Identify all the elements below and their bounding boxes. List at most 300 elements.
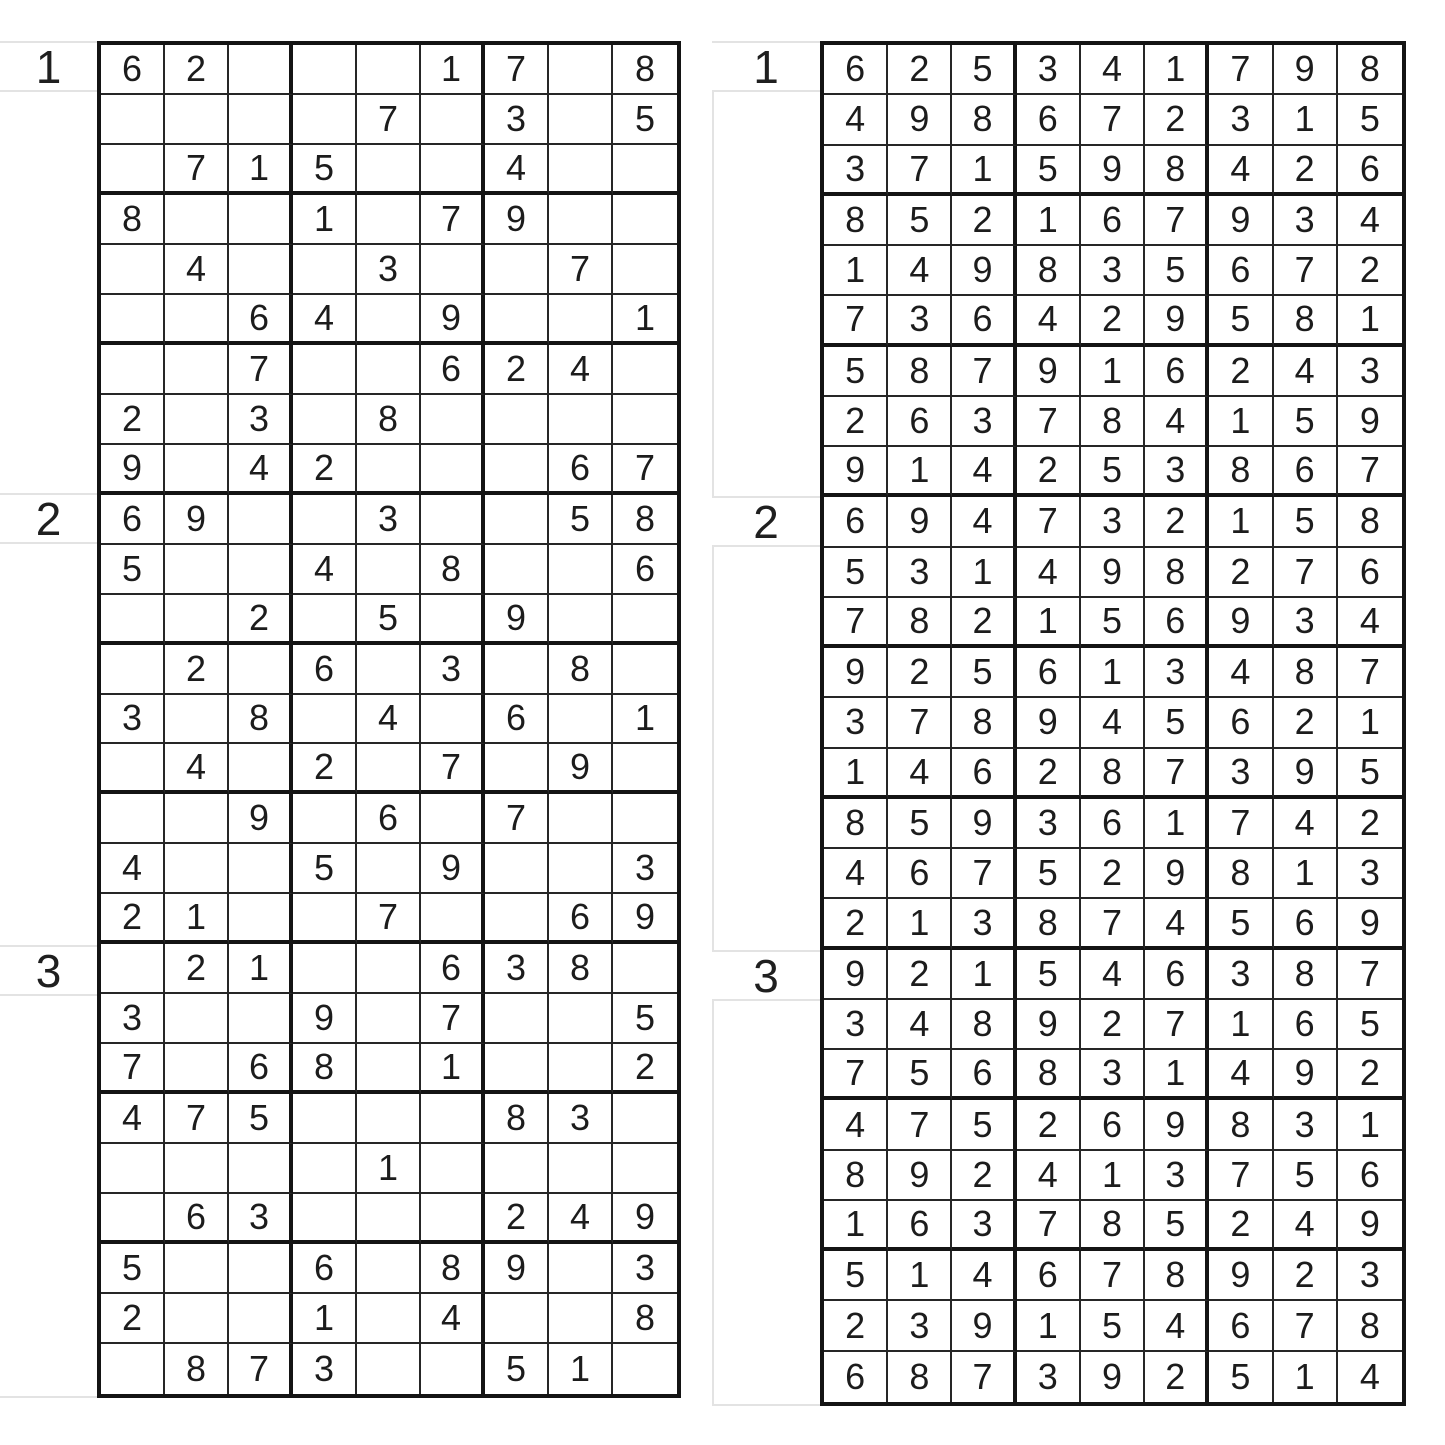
- sudoku-cell-given: 3: [229, 1194, 293, 1244]
- sudoku-cell-given: 6: [421, 944, 485, 994]
- sudoku-cell-given: 9: [101, 445, 165, 495]
- sudoku-cell-empty[interactable]: [549, 1294, 613, 1344]
- sudoku-cell-given: 3: [1274, 196, 1338, 246]
- sudoku-cell-empty[interactable]: [613, 345, 677, 395]
- sudoku-cell-empty[interactable]: [485, 994, 549, 1044]
- sudoku-cell-empty[interactable]: [293, 595, 357, 645]
- sudoku-cell-empty[interactable]: [293, 45, 357, 95]
- sudoku-cell-given: 5: [888, 196, 952, 246]
- sudoku-cell-given: 6: [1081, 799, 1145, 849]
- sudoku-cell-empty[interactable]: [357, 1244, 421, 1294]
- sudoku-cell-empty[interactable]: [421, 1094, 485, 1144]
- sudoku-cell-given: 2: [1081, 296, 1145, 346]
- sudoku-cell-given: 4: [1017, 296, 1081, 346]
- sudoku-cell-given: 4: [1081, 45, 1145, 95]
- sudoku-cell-empty[interactable]: [485, 744, 549, 794]
- sudoku-cell-given: 6: [293, 645, 357, 695]
- sudoku-cell-empty[interactable]: [357, 1294, 421, 1344]
- sudoku-cell-empty[interactable]: [549, 45, 613, 95]
- puzzle-label-column: [0, 41, 97, 1398]
- sudoku-cell-given: 7: [357, 894, 421, 944]
- sudoku-cell-empty[interactable]: [485, 1294, 549, 1344]
- sudoku-cell-given: 7: [165, 1094, 229, 1144]
- sudoku-cell-empty[interactable]: [357, 45, 421, 95]
- sudoku-cell-empty[interactable]: [101, 1194, 165, 1244]
- sudoku-cell-given: 3: [357, 245, 421, 295]
- sudoku-cell-empty[interactable]: [613, 1144, 677, 1194]
- sudoku-cell-given: 1: [1081, 648, 1145, 698]
- sudoku-cell-empty[interactable]: [613, 245, 677, 295]
- sudoku-cell-given: 5: [1081, 447, 1145, 497]
- sudoku-cell-empty[interactable]: [549, 1244, 613, 1294]
- sudoku-cell-given: 5: [1338, 1000, 1402, 1050]
- sudoku-cell-empty[interactable]: [613, 1094, 677, 1144]
- sudoku-cell-given: 7: [165, 145, 229, 195]
- sudoku-cell-given: 5: [1017, 950, 1081, 1000]
- sudoku-cell-empty[interactable]: [421, 395, 485, 445]
- sudoku-cell-empty[interactable]: [101, 794, 165, 844]
- sudoku-cell-given: 9: [1081, 146, 1145, 196]
- sudoku-cell-given: 2: [1017, 1100, 1081, 1150]
- sudoku-cell-given: 2: [888, 45, 952, 95]
- sudoku-cell-given: 2: [1145, 497, 1209, 547]
- sudoku-cell-given: 7: [1209, 799, 1273, 849]
- sudoku-cell-empty[interactable]: [357, 1194, 421, 1244]
- sudoku-cell-empty[interactable]: [485, 245, 549, 295]
- sudoku-cell-given: 1: [421, 45, 485, 95]
- sudoku-cell-empty[interactable]: [485, 844, 549, 894]
- sudoku-cell-empty[interactable]: [229, 1244, 293, 1294]
- sudoku-cell-empty[interactable]: [549, 695, 613, 745]
- sudoku-cell-given: 4: [952, 497, 1016, 547]
- sudoku-cell-given: 1: [1017, 598, 1081, 648]
- sudoku-cell-empty[interactable]: [165, 1294, 229, 1344]
- sudoku-cell-given: 8: [549, 645, 613, 695]
- sudoku-cell-given: 2: [1274, 698, 1338, 748]
- sudoku-cell-empty[interactable]: [549, 1044, 613, 1094]
- sudoku-cell-empty[interactable]: [293, 95, 357, 145]
- sudoku-cell-empty[interactable]: [613, 944, 677, 994]
- sudoku-cell-given: 8: [952, 698, 1016, 748]
- sudoku-cell-empty[interactable]: [229, 744, 293, 794]
- sudoku-cell-empty[interactable]: [229, 195, 293, 245]
- sudoku-cell-given: 6: [101, 495, 165, 545]
- sudoku-cell-empty[interactable]: [549, 95, 613, 145]
- sudoku-cell-given: 8: [1017, 899, 1081, 949]
- sudoku-cell-given: 1: [1209, 497, 1273, 547]
- sudoku-cell-empty[interactable]: [229, 45, 293, 95]
- sudoku-cell-given: 1: [1338, 1100, 1402, 1150]
- sudoku-cell-empty[interactable]: [549, 595, 613, 645]
- sudoku-cell-given: 1: [165, 894, 229, 944]
- sudoku-cell-given: 5: [485, 1344, 549, 1394]
- sudoku-cell-empty[interactable]: [549, 545, 613, 595]
- sudoku-cell-empty[interactable]: [549, 145, 613, 195]
- sudoku-cell-given: 3: [1338, 1251, 1402, 1301]
- sudoku-cell-empty[interactable]: [165, 695, 229, 745]
- sudoku-cell-given: 8: [824, 799, 888, 849]
- sudoku-cell-given: 9: [1209, 196, 1273, 246]
- sudoku-cell-empty[interactable]: [421, 245, 485, 295]
- sudoku-cell-empty[interactable]: [101, 245, 165, 295]
- sudoku-cell-given: 2: [1209, 347, 1273, 397]
- sudoku-cell-given: 6: [485, 695, 549, 745]
- sudoku-cell-given: 4: [1274, 799, 1338, 849]
- sudoku-cell-empty[interactable]: [357, 645, 421, 695]
- sudoku-cell-empty[interactable]: [613, 595, 677, 645]
- sudoku-cell-given: 4: [1017, 1151, 1081, 1201]
- sudoku-cell-empty[interactable]: [549, 994, 613, 1044]
- sudoku-cell-empty[interactable]: [613, 145, 677, 195]
- sudoku-cell-empty[interactable]: [165, 545, 229, 595]
- sudoku-cell-empty[interactable]: [101, 1144, 165, 1194]
- sudoku-cell-empty[interactable]: [101, 345, 165, 395]
- sudoku-cell-empty[interactable]: [229, 1294, 293, 1344]
- sudoku-cell-given: 7: [888, 1100, 952, 1150]
- sudoku-cell-given: 8: [485, 1094, 549, 1144]
- sudoku-cell-given: 6: [165, 1194, 229, 1244]
- sudoku-cell-given: 5: [824, 347, 888, 397]
- sudoku-cell-given: 2: [229, 595, 293, 645]
- sudoku-cell-given: 3: [421, 645, 485, 695]
- sudoku-cell-given: 2: [1209, 1201, 1273, 1251]
- sudoku-cell-empty[interactable]: [165, 1044, 229, 1094]
- sudoku-cell-empty[interactable]: [229, 994, 293, 1044]
- sudoku-cell-given: 9: [824, 648, 888, 698]
- sudoku-cell-given: 7: [1338, 447, 1402, 497]
- sudoku-cell-given: 1: [824, 246, 888, 296]
- sudoku-cell-given: 9: [421, 295, 485, 345]
- sudoku-cell-empty[interactable]: [357, 1094, 421, 1144]
- sudoku-cell-given: 8: [1338, 497, 1402, 547]
- sudoku-cell-given: 8: [613, 495, 677, 545]
- sudoku-cell-given: 9: [888, 497, 952, 547]
- sudoku-cell-empty[interactable]: [293, 345, 357, 395]
- sudoku-cell-given: 2: [888, 950, 952, 1000]
- sudoku-cell-given: 3: [824, 1000, 888, 1050]
- sudoku-cell-empty[interactable]: [613, 395, 677, 445]
- sudoku-cell-given: 6: [1145, 347, 1209, 397]
- sudoku-cell-empty[interactable]: [485, 495, 549, 545]
- sudoku-cell-given: 6: [1274, 1000, 1338, 1050]
- sudoku-cell-empty[interactable]: [357, 844, 421, 894]
- sudoku-cell-given: 7: [1145, 749, 1209, 799]
- sudoku-cell-given: 4: [101, 1094, 165, 1144]
- sudoku-cell-empty[interactable]: [421, 595, 485, 645]
- sudoku-cell-empty[interactable]: [101, 944, 165, 994]
- sudoku-cell-empty[interactable]: [357, 195, 421, 245]
- sudoku-cell-given: 9: [1145, 296, 1209, 346]
- sudoku-cell-given: 8: [421, 545, 485, 595]
- sudoku-cell-given: 6: [293, 1244, 357, 1294]
- sudoku-cell-empty[interactable]: [421, 445, 485, 495]
- sudoku-cell-given: 8: [1338, 1301, 1402, 1351]
- sudoku-cell-given: 2: [1145, 95, 1209, 145]
- sudoku-cell-empty[interactable]: [101, 145, 165, 195]
- sudoku-cell-empty[interactable]: [421, 495, 485, 545]
- sudoku-cell-empty[interactable]: [165, 844, 229, 894]
- sudoku-cell-empty[interactable]: [293, 1144, 357, 1194]
- sudoku-cell-empty[interactable]: [229, 894, 293, 944]
- sudoku-cell-given: 7: [1145, 1000, 1209, 1050]
- sudoku-cell-given: 4: [165, 744, 229, 794]
- sudoku-cell-given: 2: [1081, 1000, 1145, 1050]
- sudoku-cell-given: 1: [549, 1344, 613, 1394]
- sudoku-cell-empty[interactable]: [485, 645, 549, 695]
- sudoku-cell-empty[interactable]: [421, 145, 485, 195]
- sudoku-cell-given: 1: [952, 950, 1016, 1000]
- sudoku-cell-given: 8: [1338, 45, 1402, 95]
- puzzles-grid: [97, 41, 681, 1398]
- sudoku-cell-given: 1: [1081, 347, 1145, 397]
- sudoku-cell-given: 5: [293, 145, 357, 195]
- sudoku-cell-empty[interactable]: [293, 495, 357, 545]
- sudoku-cell-given: 7: [1081, 95, 1145, 145]
- sudoku-cell-empty[interactable]: [229, 495, 293, 545]
- sudoku-cell-given: 9: [888, 95, 952, 145]
- sudoku-cell-given: 6: [357, 794, 421, 844]
- sudoku-cell-given: 6: [824, 497, 888, 547]
- sudoku-cell-empty[interactable]: [421, 794, 485, 844]
- sudoku-cell-given: 5: [952, 1100, 1016, 1150]
- sudoku-cell-given: 5: [1274, 397, 1338, 447]
- sudoku-cell-empty[interactable]: [357, 744, 421, 794]
- sudoku-cell-given: 7: [1338, 648, 1402, 698]
- sudoku-cell-given: 2: [101, 894, 165, 944]
- sudoku-cell-given: 4: [293, 545, 357, 595]
- sudoku-cell-given: 7: [824, 1050, 888, 1100]
- sudoku-cell-empty[interactable]: [485, 1044, 549, 1094]
- sudoku-cell-empty[interactable]: [165, 1244, 229, 1294]
- sudoku-cell-empty[interactable]: [229, 95, 293, 145]
- sudoku-cell-given: 5: [952, 45, 1016, 95]
- sudoku-cell-empty[interactable]: [165, 994, 229, 1044]
- sudoku-cell-empty[interactable]: [549, 295, 613, 345]
- sudoku-cell-given: 7: [952, 347, 1016, 397]
- sudoku-cell-given: 6: [1209, 246, 1273, 296]
- sudoku-cell-given: 4: [952, 1251, 1016, 1301]
- sudoku-cell-empty[interactable]: [549, 395, 613, 445]
- sudoku-cell-given: 7: [1209, 45, 1273, 95]
- sudoku-cell-empty[interactable]: [613, 195, 677, 245]
- sudoku-cell-empty[interactable]: [357, 345, 421, 395]
- sudoku-cell-given: 9: [1338, 1201, 1402, 1251]
- sudoku-cell-given: 5: [613, 994, 677, 1044]
- sudoku-cell-given: 3: [888, 296, 952, 346]
- sudoku-cell-given: 2: [952, 196, 1016, 246]
- sudoku-cell-given: 2: [952, 598, 1016, 648]
- sudoku-cell-given: 5: [613, 95, 677, 145]
- sudoku-cell-empty[interactable]: [229, 245, 293, 295]
- sudoku-cell-given: 2: [1209, 548, 1273, 598]
- sudoku-cell-empty[interactable]: [421, 1144, 485, 1194]
- sudoku-cell-empty[interactable]: [293, 1094, 357, 1144]
- sudoku-cell-given: 5: [229, 1094, 293, 1144]
- sudoku-cell-given: 3: [952, 397, 1016, 447]
- sudoku-cell-given: 8: [421, 1244, 485, 1294]
- sudoku-cell-given: 7: [824, 296, 888, 346]
- sudoku-cell-empty[interactable]: [165, 445, 229, 495]
- sudoku-cell-empty[interactable]: [101, 645, 165, 695]
- sudoku-cell-given: 8: [1274, 648, 1338, 698]
- sudoku-cell-given: 2: [1274, 1251, 1338, 1301]
- sudoku-cell-empty[interactable]: [101, 1344, 165, 1394]
- sudoku-cell-given: 5: [101, 1244, 165, 1294]
- sudoku-cell-given: 4: [1338, 196, 1402, 246]
- sudoku-cell-empty[interactable]: [549, 1144, 613, 1194]
- sudoku-cell-empty[interactable]: [357, 445, 421, 495]
- sudoku-cell-given: 2: [165, 645, 229, 695]
- sudoku-cell-empty[interactable]: [421, 894, 485, 944]
- sudoku-cell-given: 4: [1145, 1301, 1209, 1351]
- sudoku-cell-given: 1: [952, 548, 1016, 598]
- sudoku-cell-empty[interactable]: [485, 545, 549, 595]
- sudoku-cell-empty[interactable]: [421, 1344, 485, 1394]
- sudoku-cell-empty[interactable]: [165, 195, 229, 245]
- sudoku-cell-empty[interactable]: [549, 195, 613, 245]
- sudoku-cell-given: 6: [1209, 698, 1273, 748]
- sudoku-cell-given: 5: [1145, 698, 1209, 748]
- sudoku-cell-empty[interactable]: [165, 1144, 229, 1194]
- sudoku-cell-empty[interactable]: [229, 545, 293, 595]
- sudoku-cell-empty[interactable]: [485, 1144, 549, 1194]
- sudoku-cell-empty[interactable]: [293, 245, 357, 295]
- sudoku-cell-empty[interactable]: [293, 794, 357, 844]
- sudoku-cell-given: 3: [1274, 1100, 1338, 1150]
- sudoku-cell-given: 5: [1338, 749, 1402, 799]
- sudoku-cell-given: 1: [888, 899, 952, 949]
- sudoku-cell-given: 4: [888, 1000, 952, 1050]
- sudoku-cell-given: 3: [1338, 849, 1402, 899]
- sudoku-cell-empty[interactable]: [613, 794, 677, 844]
- sudoku-cell-given: 1: [1145, 799, 1209, 849]
- sudoku-cell-given: 2: [1274, 146, 1338, 196]
- sudoku-cell-given: 5: [824, 548, 888, 598]
- sudoku-cell-given: 9: [824, 950, 888, 1000]
- sudoku-cell-given: 9: [1081, 548, 1145, 598]
- sudoku-cell-given: 4: [229, 445, 293, 495]
- sudoku-cell-empty[interactable]: [165, 95, 229, 145]
- sudoku-cell-empty[interactable]: [357, 295, 421, 345]
- sudoku-cell-given: 9: [1274, 1050, 1338, 1100]
- sudoku-cell-empty[interactable]: [613, 744, 677, 794]
- sudoku-cell-empty[interactable]: [549, 794, 613, 844]
- sudoku-cell-given: 4: [165, 245, 229, 295]
- sudoku-cell-given: 4: [888, 749, 952, 799]
- sudoku-cell-given: 8: [1145, 1251, 1209, 1301]
- sudoku-cell-empty[interactable]: [421, 695, 485, 745]
- sudoku-cell-empty[interactable]: [101, 595, 165, 645]
- sudoku-cell-given: 1: [1209, 397, 1273, 447]
- sudoku-cell-given: 1: [357, 1144, 421, 1194]
- sudoku-cell-given: 5: [1209, 1352, 1273, 1402]
- sudoku-cell-given: 6: [888, 397, 952, 447]
- sudoku-cell-given: 9: [485, 1244, 549, 1294]
- solution-2-label: 2: [712, 496, 820, 547]
- sudoku-cell-given: 4: [549, 345, 613, 395]
- sudoku-cell-given: 9: [952, 1301, 1016, 1351]
- sudoku-cell-empty[interactable]: [357, 145, 421, 195]
- puzzle-3-label: 3: [0, 945, 97, 996]
- sudoku-cell-empty[interactable]: [357, 994, 421, 1044]
- sudoku-cell-given: 2: [1338, 246, 1402, 296]
- sudoku-cell-empty[interactable]: [357, 545, 421, 595]
- sudoku-cell-given: 4: [1338, 598, 1402, 648]
- sudoku-cell-empty[interactable]: [485, 395, 549, 445]
- sudoku-cell-given: 6: [1145, 598, 1209, 648]
- sudoku-cell-empty[interactable]: [165, 595, 229, 645]
- sudoku-cell-given: 1: [1274, 849, 1338, 899]
- sudoku-cell-given: 9: [613, 1194, 677, 1244]
- sudoku-cell-empty[interactable]: [229, 1144, 293, 1194]
- sudoku-cell-empty[interactable]: [101, 744, 165, 794]
- sudoku-cell-given: 4: [293, 295, 357, 345]
- sudoku-cell-empty[interactable]: [229, 844, 293, 894]
- sudoku-cell-given: 9: [485, 595, 549, 645]
- sudoku-cell-given: 8: [1209, 447, 1273, 497]
- sudoku-cell-given: 6: [1081, 1100, 1145, 1150]
- sudoku-cell-empty[interactable]: [293, 894, 357, 944]
- sudoku-cell-given: 3: [485, 944, 549, 994]
- sudoku-cell-given: 4: [1145, 899, 1209, 949]
- sudoku-cell-empty[interactable]: [357, 1044, 421, 1094]
- sudoku-cell-empty[interactable]: [357, 944, 421, 994]
- sudoku-cell-empty[interactable]: [421, 95, 485, 145]
- sudoku-cell-empty[interactable]: [165, 345, 229, 395]
- sudoku-cell-empty[interactable]: [101, 295, 165, 345]
- sudoku-cell-given: 8: [357, 395, 421, 445]
- sudoku-cell-empty[interactable]: [357, 1344, 421, 1394]
- sudoku-cell-given: 1: [293, 195, 357, 245]
- sudoku-cell-given: 8: [1017, 1050, 1081, 1100]
- sudoku-cell-given: 8: [1081, 1201, 1145, 1251]
- sudoku-cell-given: 1: [1081, 1151, 1145, 1201]
- sudoku-cell-empty[interactable]: [613, 1344, 677, 1394]
- sudoku-cell-empty[interactable]: [165, 295, 229, 345]
- sudoku-cell-empty[interactable]: [293, 695, 357, 745]
- sudoku-cell-empty[interactable]: [293, 944, 357, 994]
- sudoku-cell-given: 8: [613, 45, 677, 95]
- sudoku-cell-empty[interactable]: [293, 395, 357, 445]
- sudoku-cell-given: 5: [1274, 1151, 1338, 1201]
- sudoku-cell-given: 4: [1209, 146, 1273, 196]
- sudoku-cell-empty[interactable]: [549, 844, 613, 894]
- sudoku-cell-given: 9: [421, 844, 485, 894]
- solution-label-column: [712, 41, 820, 1406]
- sudoku-cell-empty[interactable]: [101, 95, 165, 145]
- sudoku-cell-given: 5: [549, 495, 613, 545]
- sudoku-cell-empty[interactable]: [485, 295, 549, 345]
- sudoku-cell-given: 4: [1081, 698, 1145, 748]
- sudoku-cell-empty[interactable]: [293, 1194, 357, 1244]
- sudoku-cell-empty[interactable]: [165, 794, 229, 844]
- sudoku-cell-empty[interactable]: [485, 894, 549, 944]
- sudoku-cell-given: 7: [1017, 397, 1081, 447]
- sudoku-cell-given: 6: [229, 295, 293, 345]
- sudoku-cell-given: 9: [952, 246, 1016, 296]
- sudoku-cell-empty[interactable]: [421, 1194, 485, 1244]
- sudoku-cell-empty[interactable]: [165, 395, 229, 445]
- sudoku-cell-empty[interactable]: [485, 445, 549, 495]
- sudoku-cell-empty[interactable]: [613, 645, 677, 695]
- sudoku-cell-given: 7: [613, 445, 677, 495]
- sudoku-cell-given: 5: [1338, 95, 1402, 145]
- sudoku-cell-given: 9: [1081, 1352, 1145, 1402]
- sudoku-cell-given: 2: [888, 648, 952, 698]
- sudoku-cell-given: 1: [421, 1044, 485, 1094]
- sudoku-cell-given: 6: [1209, 1301, 1273, 1351]
- sudoku-cell-empty[interactable]: [229, 645, 293, 695]
